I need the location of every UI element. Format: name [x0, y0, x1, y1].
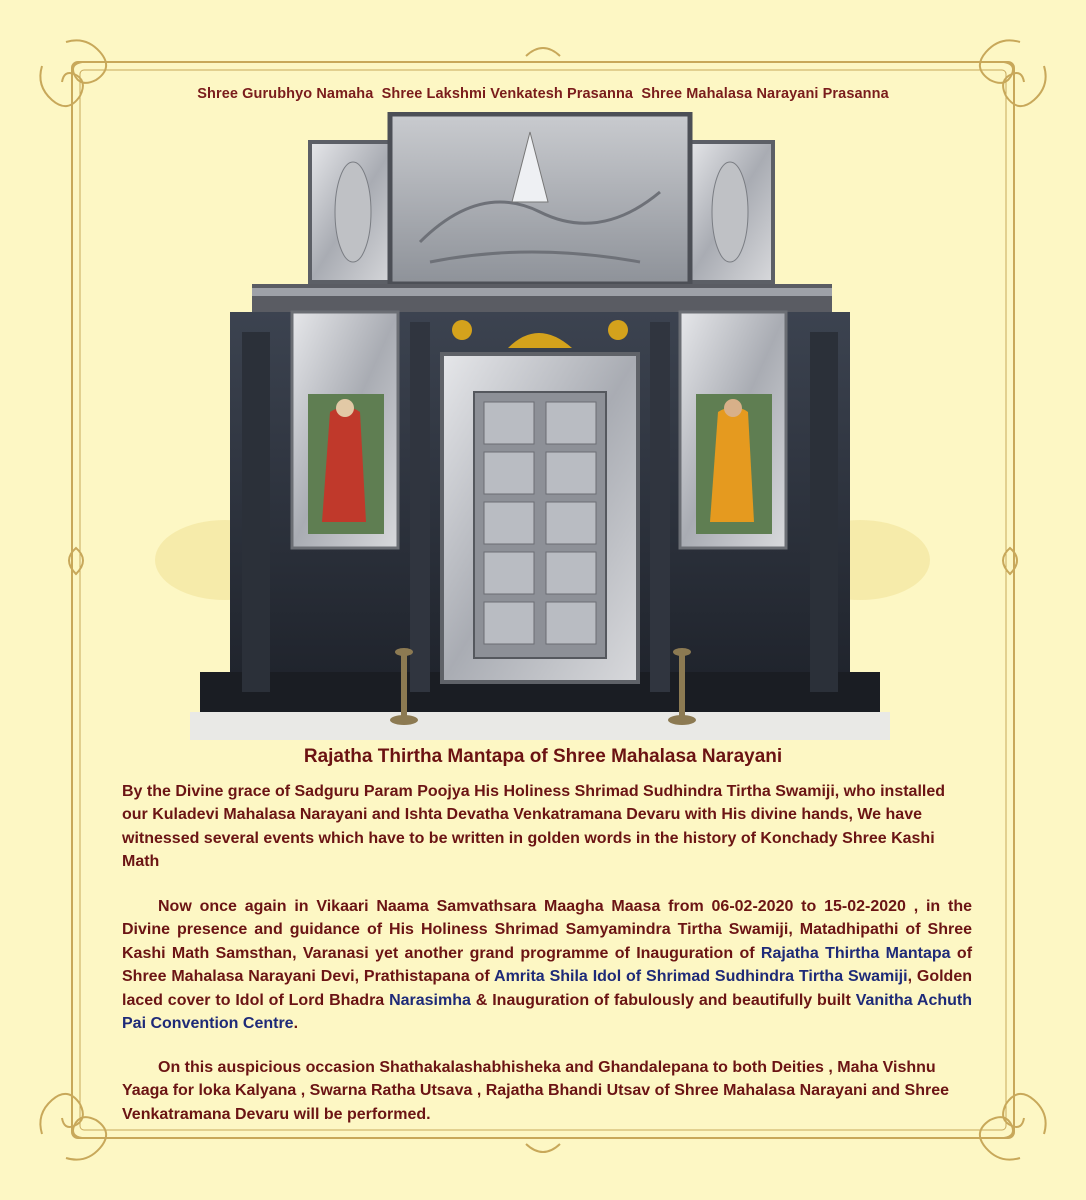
highlight-amrita-shila-idol: Amrita Shila Idol of Shrimad Sudhindra Tirtha Swamiji: [494, 968, 908, 986]
programme-text: of Shree Mahalasa Narayani Devi, Prathistapana of: [122, 944, 973, 986]
highlight-rajatha-thirtha-mantapa: Rajatha Thirtha Mantapa: [760, 944, 951, 962]
paragraph-occasion: [122, 1056, 972, 1126]
occasion-text: On this auspicious occasion Shathakalashabhisheka and Ghandalepana to both Deities , Maha Vishnu Yaaga for loka Kalyana , Swarna Ratha Utsava , Rajatha Bhandi Utsav of Shree Mahalasa Narayani and Shree Venkatramana Devaru will be performed.: [122, 1059, 949, 1123]
programme-text: Now once again in Vikaari Naama Samvathsara Maagha Maasa from 06-02-2020 to 15-02-2020 , in the Divine presence and guidance of His Holiness Shrimad Samyamindra Tirtha Swamiji, Matadhipathi of Shree Kashi Math Samsthan, Varanasi yet another grand programme of Inauguration of: [122, 898, 972, 962]
invocation-header: Shree Gurubhyo Namaha Shree Lakshmi Venkatesh Prasanna Shree Mahalasa Narayani Prasanna: [197, 86, 889, 102]
photo-caption: Rajatha Thirtha Mantapa of Shree Mahalasa Narayani: [303, 746, 783, 767]
programme-text: .: [293, 1015, 299, 1033]
paragraph-intro: By the Divine grace of Sadguru Param Poojya His Holiness Shrimad Sudhindra Tirtha Swamiji, who installed our Kuladevi Mahalasa Narayani and Ishta Devatha Venkatramana Devaru with His divine hands, We have witnessed several events which have to be written in golden words in the history of Konchady Shree Kashi Math: [122, 783, 946, 871]
programme-text: , Golden laced cover to Idol of Lord Bhadra: [122, 968, 973, 1009]
paragraph-programme: [122, 895, 972, 1035]
highlight-convention-centre: Vanitha Achuth Pai Convention Centre: [122, 991, 972, 1033]
mantapa-photo: [190, 112, 890, 742]
highlight-narasimha: Narasimha: [389, 991, 471, 1009]
programme-text: & Inauguration of fabulously and beautifully built: [470, 991, 856, 1009]
